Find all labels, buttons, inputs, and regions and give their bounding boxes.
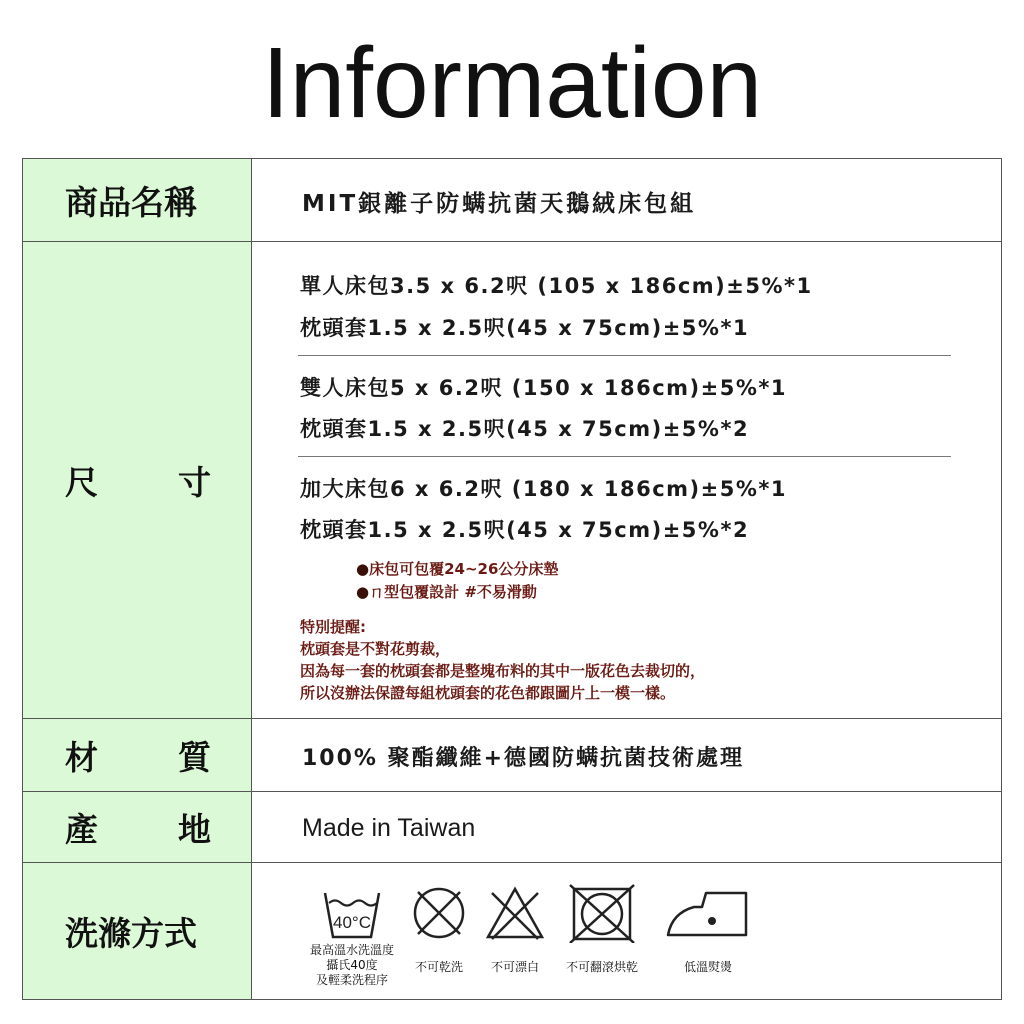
size-line-double-pillow: 枕頭套1.5 x 2.5呎(45 x 75cm)±5%*2: [300, 417, 750, 441]
row-material: [23, 719, 1001, 792]
low-iron-icon: [664, 883, 752, 943]
spec-table: [22, 158, 1002, 1000]
care-caption: 低溫熨燙: [683, 960, 732, 974]
label-char: 寸: [178, 462, 211, 502]
size-line-queen: 加大床包6 x 6.2呎 (180 x 186cm)±5%*1: [300, 477, 787, 501]
bullet-text: 床包可包覆24~26公分床墊: [369, 560, 559, 578]
care-caption: 最高溫水洗溫度: [309, 943, 394, 957]
label-char: 尺: [65, 462, 98, 502]
care-no-tumble-dry: [554, 883, 650, 975]
care-caption: 攝氏40度: [326, 958, 378, 972]
care-no-dry-clean: [406, 883, 472, 975]
label-origin: [23, 792, 252, 862]
bullet-item: [356, 558, 558, 579]
no-bleach-icon: [484, 883, 546, 943]
bullet-item: [356, 581, 537, 602]
bullet-dot-icon: ●: [356, 583, 370, 601]
size-line-double: 雙人床包5 x 6.2呎 (150 x 186cm)±5%*1: [300, 376, 787, 400]
value-cell: [252, 719, 1001, 791]
care-caption: 不可漂白: [490, 960, 539, 974]
wash-40-icon: [321, 883, 383, 943]
material-value: 100% 聚酯纖維+德國防螨抗菌技術處理: [302, 746, 745, 771]
care-caption: 不可乾洗: [414, 960, 463, 974]
care-caption: 及輕柔洗程序: [315, 973, 388, 987]
label-material: [23, 719, 252, 791]
label-care: 洗滌方式: [23, 863, 252, 999]
bullet-dot-icon: ●: [356, 560, 370, 578]
divider: [298, 456, 951, 457]
notice-line: 所以沒辦法保證每組枕頭套的花色都跟圖片上一模一樣。: [300, 684, 676, 702]
wash-temp-label: 40°C: [333, 913, 371, 932]
label-size: [23, 242, 252, 718]
value-cell: [252, 242, 1001, 718]
no-tumble-dry-icon: [566, 883, 638, 943]
value-cell: [252, 792, 1001, 862]
care-caption: 不可翻滾烘乾: [565, 960, 638, 974]
notice-line: 因為每一套的枕頭套都是整塊布料的其中一版花色去裁切的，: [300, 662, 706, 680]
label-product-name: 商品名稱: [23, 159, 252, 241]
size-line-single: 單人床包3.5 x 6.2呎 (105 x 186cm)±5%*1: [300, 274, 813, 298]
divider: [298, 355, 951, 356]
care-low-iron: [658, 883, 758, 975]
label-char: 產: [65, 809, 98, 849]
size-line-queen-pillow: 枕頭套1.5 x 2.5呎(45 x 75cm)±5%*2: [300, 518, 750, 542]
label-char: 地: [178, 809, 211, 849]
size-line-single-pillow: 枕頭套1.5 x 2.5呎(45 x 75cm)±5%*1: [300, 316, 750, 340]
label-char: 材: [65, 737, 98, 777]
notice-line: 枕頭套是不對花剪裁，: [300, 640, 451, 658]
care-no-bleach: [482, 883, 548, 975]
label-char: 質: [178, 737, 211, 777]
care-wash-40: [302, 883, 402, 988]
bullet-text: ㄇ型包覆設計 #不易滑動: [369, 583, 537, 601]
origin-value: Made in Taiwan: [302, 814, 476, 842]
value-cell: [252, 863, 1001, 999]
notice-title: 特別提醒:: [300, 618, 366, 636]
row-product-name: [23, 159, 1001, 242]
care-icons: [302, 883, 762, 998]
row-care: [23, 863, 1001, 999]
value-cell: [252, 159, 1001, 241]
row-origin: [23, 792, 1001, 863]
no-dry-clean-icon: [408, 883, 470, 943]
page-title: Information: [261, 27, 763, 139]
row-size: [23, 242, 1001, 719]
product-name-value: MIT銀離子防螨抗菌天鵝絨床包組: [302, 191, 697, 217]
